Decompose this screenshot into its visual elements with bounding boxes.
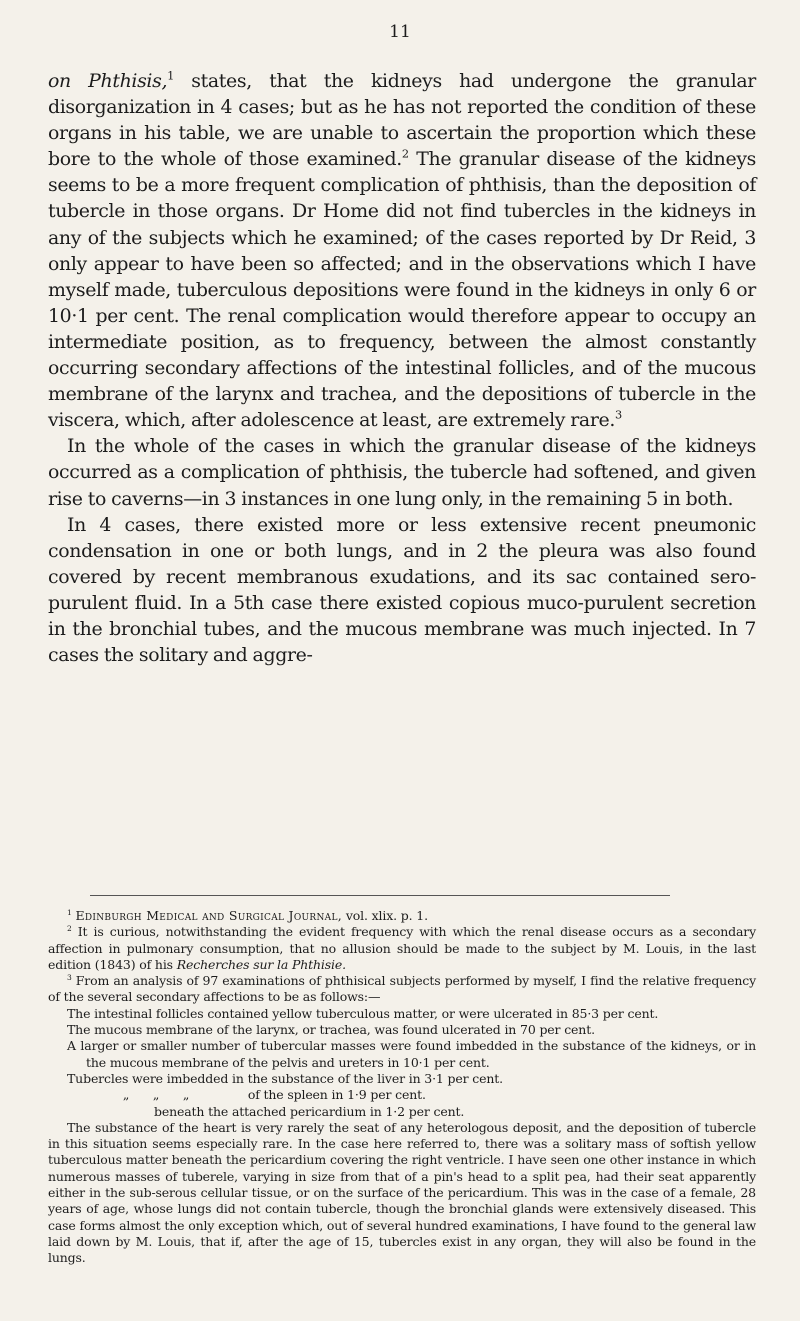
- paragraph-3: In 4 cases, there existed more or less extensive recent pneumonic condensation in one or both lungs, and in 2 the pleura was also found covered by recent membranous exudations, and its sac contained sero-purulent fluid. In a 5th case there existed copious muco-purulent secretion in the bronchial tubes, and the mucous membrane was much injected. In 7 cases the solitary and aggre-: [48, 513, 756, 667]
- italic-title: on Phthisis,: [48, 70, 168, 92]
- footnote-ref-2: 2: [401, 146, 409, 161]
- footnote-mark-3: 3: [67, 973, 72, 983]
- footnote-3-line-2: The mucous membrane of the larynx, or trachea, was found ulcerated in 70 per cent.: [67, 1022, 595, 1038]
- footnote-3-line-4: Tubercles were imbedded in the substance of the liver in 3·1 per cent.: [67, 1070, 504, 1086]
- footnotes: [48, 908, 756, 1267]
- footnote-ref-1: 1: [167, 68, 174, 83]
- footnote-mark-2: 2: [67, 924, 72, 934]
- footnote-2-italic: Recherches sur la Phthisie.: [176, 956, 346, 972]
- footnote-mark-1: 1: [67, 907, 72, 917]
- paragraph-1-text-a: states, that the kidneys had undergone the granular disorganization in 4 cases; but as he has not reported the condition of these organs in his table, we are unable to ascertain the proportion which these bore to the whole of those examined.: [48, 70, 756, 171]
- footnote-3-line-6: beneath the attached pericardium in 1·2 per cent.: [154, 1103, 465, 1119]
- main-text: [48, 68, 756, 668]
- footnote-1: [48, 908, 756, 924]
- paragraph-1: [48, 68, 756, 433]
- paragraph-1-text-b: The granular disease of the kidneys seems to be a more frequent complication of phthisis, than the deposition of tubercle in those organs. Dr Home did not find tubercles in the kidneys in any of the subjects which he examined; of the cases reported by Dr Reid, 3 only appear to have been so affected; and in the observations which I have myself made, tuberculous depositions were found in the kidneys in only 6 or 10·1 per cent. The renal complication would therefore appear to occupy an intermediate position, as to frequency, between the almost constantly occurring secondary affections of the intestinal follicles, and of the mucous membrane of the larynx and trachea, and the depositions of tubercle in the viscera, which, after adolescence at least, are extremely rare.: [48, 148, 756, 432]
- footnote-3-line-7: The substance of the heart is very rarely the seat of any heterologous deposit, and the deposition of tubercle in this situation seems especially rare. In the case here referred to, there was a solitary mass of softish yellow tuberculous matter beneath the pericardium covering the right ventricle. I have seen one other instance in which numerous masses of tuberele, varying in size from that of a pin's head to a split pea, had their seat apparently either in the sub-serous cellular tissue, or on the surface of the pericardium. This was in the case of a female, 28 years of age, whose lungs did not contain tubercle, though the bronchial glands were extensively diseased. This case forms almost the only exception which, out of several hundred examinations, I have found to the general law laid down by M. Louis, that if, after the age of 15, tubercles exist in any organ, they will also be found in the lungs.: [48, 1119, 756, 1266]
- journal-title: Edinburgh Medical and Surgical Journal,: [75, 908, 343, 923]
- page-number: 11: [389, 22, 411, 42]
- footnote-ref-3: 3: [615, 407, 622, 422]
- footnote-divider: [90, 895, 670, 896]
- footnote-3: [48, 973, 756, 1006]
- footnote-1-text: vol. xlix. p. 1.: [342, 908, 428, 923]
- footnote-2: [48, 924, 756, 973]
- footnote-3-line-5: [122, 1087, 756, 1103]
- paragraph-2: In the whole of the cases in which the granular disease of the kidneys occurred as a complication of phthisis, the tubercle had softened, and given rise to caverns—in 3 instances in one lung only, in the remaining 5 in both.: [48, 435, 756, 510]
- footnote-3-line-1: The intestinal follicles contained yellow tuberculous matter, or were ulcerated in 85·3 per cent.: [67, 1005, 659, 1021]
- ditto-mark: „: [122, 1087, 130, 1103]
- ditto-mark: „: [152, 1087, 160, 1103]
- footnote-3-intro: From an analysis of 97 examinations of phthisical subjects performed by myself, I find the relative frequency of the several secondary affections to be as follows:—: [48, 973, 756, 1005]
- footnote-3-line-3: A larger or smaller number of tubercular masses were found imbedded in the substance of the kidneys, or in the mucous membrane of the pelvis and ureters in 10·1 per cent.: [67, 1038, 756, 1070]
- footnote-3-line-5-text: of the spleen in 1·9 per cent.: [247, 1087, 426, 1103]
- footnote-2-text: It is curious, notwithstanding the evident frequency with which the renal disease occurs as a secondary affection in pulmonary consumption, that no allusion should be made to the subject by M. Louis, in the last edition (1843) of his: [48, 924, 756, 972]
- ditto-mark: „: [182, 1087, 190, 1103]
